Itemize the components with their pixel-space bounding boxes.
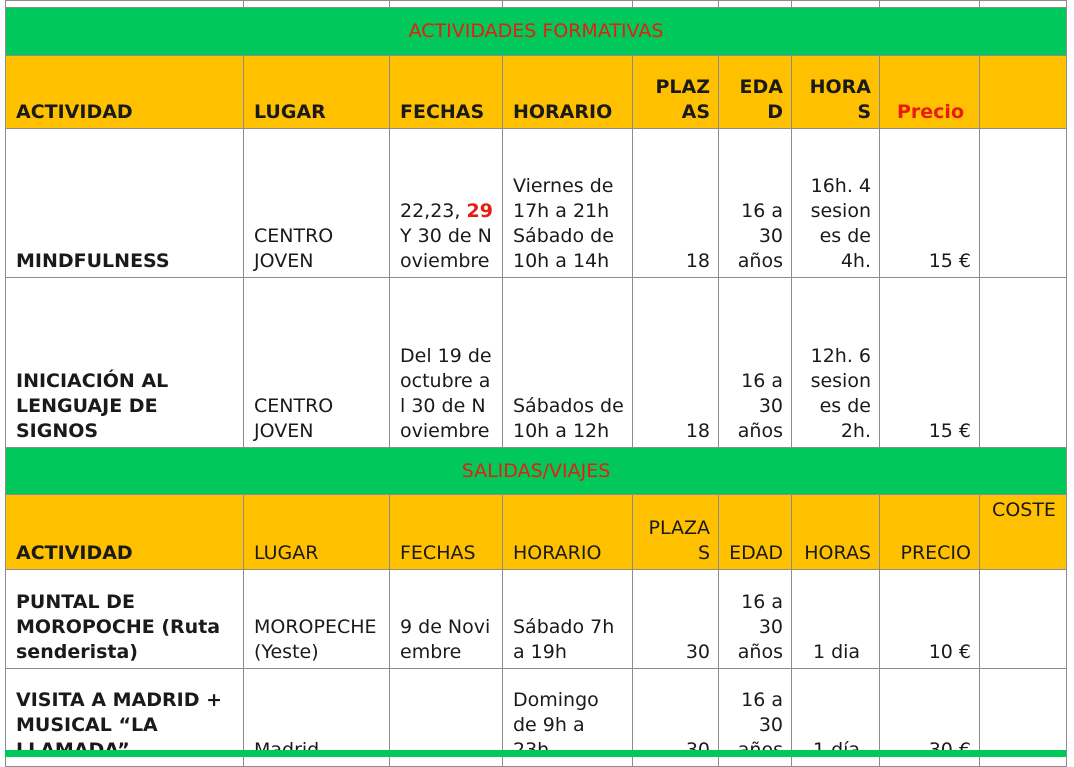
cell-edad: 16 a 30 [719,669,792,767]
col-header-edad: EDAD [719,495,792,570]
col-header-plazas: PLAZAS [633,495,719,570]
cell-edad: 16 a 30 años [719,129,792,278]
cell-empty [980,570,1067,669]
cell-edad: 16 a 30 años [719,570,792,669]
cell-horas: 1 dia [792,570,880,669]
col-header-plazas: PLAZAS [633,56,719,129]
cell-precio: 10 € [880,570,980,669]
cell-precio: 15 € [880,278,980,448]
col-header-horario: HORARIO [503,495,633,570]
cell-horario: Sábado 7h a 19h [503,570,633,669]
col-header-precio: PRECIO [880,495,980,570]
cell-lugar: MOROPECHE (Yeste) [244,570,390,669]
table-row [6,278,1067,448]
table-top-stub [6,1,1067,8]
cell-plazas: 18 [633,278,719,448]
col-header-extra [980,56,1067,129]
col-header-fechas: FECHAS [390,495,503,570]
table-row [6,570,1067,669]
cell-edad: 16 a 30 años [719,278,792,448]
section-divider-bar [5,750,1066,757]
col-header-horario: HORARIO [503,56,633,129]
cell-horario: Viernes de 17h a 21h Sábado de 10h a 14h [503,129,633,278]
cell-lugar: CENTRO JOVEN [244,278,390,448]
cell-fechas [390,129,503,278]
cell-horas: 12h. 6 sesiones de 2h. [792,278,880,448]
cell-empty [980,129,1067,278]
cell-horas: 16h. 4 sesiones de 4h. [792,129,880,278]
col-header-lugar: LUGAR [244,495,390,570]
cell-actividad: PUNTAL DE MOROPOCHE (Ruta senderista) [6,570,244,669]
cell-horario: Sábados de 10h a 12h [503,278,633,448]
cell-plazas: 30 [633,570,719,669]
col-header-actividad: ACTIVIDAD [6,495,244,570]
highlighted-date: 29 [466,200,493,222]
section-title: SALIDAS/VIAJES [6,448,1067,495]
cell-actividad: VISITA A MADRID + MUSICAL “LA [6,669,244,767]
col-header-coste: COSTE [980,495,1067,570]
column-header-row [6,495,1067,570]
col-header-horas: HORAS [792,56,880,129]
cell-empty [980,278,1067,448]
cell-lugar: CENTRO JOVEN [244,129,390,278]
col-header-edad: EDAD [719,56,792,129]
fechas-text: Y 30 de Noviembre [400,225,492,272]
col-header-horas: HORAS [792,495,880,570]
col-header-precio: Precio [880,56,980,129]
section-header-salidas [6,448,1067,495]
cell-horario: Domingo de 9h a [503,669,633,767]
activities-table [5,0,1067,767]
section-header-formativas [6,8,1067,56]
table-row [6,129,1067,278]
cell-actividad: INICIACIÓN AL LENGUAJE DE SIGNOS [6,278,244,448]
col-header-actividad: ACTIVIDAD [6,56,244,129]
cell-fechas: 9 de Noviembre [390,570,503,669]
cell-plazas: 18 [633,129,719,278]
col-header-fechas: FECHAS [390,56,503,129]
column-header-row [6,56,1067,129]
cell-precio: 15 € [880,129,980,278]
col-header-lugar: LUGAR [244,56,390,129]
cell-actividad: MINDFULNESS [6,129,244,278]
cell-fechas: Del 19 de octubre al 30 de Noviembre [390,278,503,448]
fechas-text: 22,23, [400,200,467,222]
section-title: ACTIVIDADES FORMATIVAS [6,8,1067,56]
